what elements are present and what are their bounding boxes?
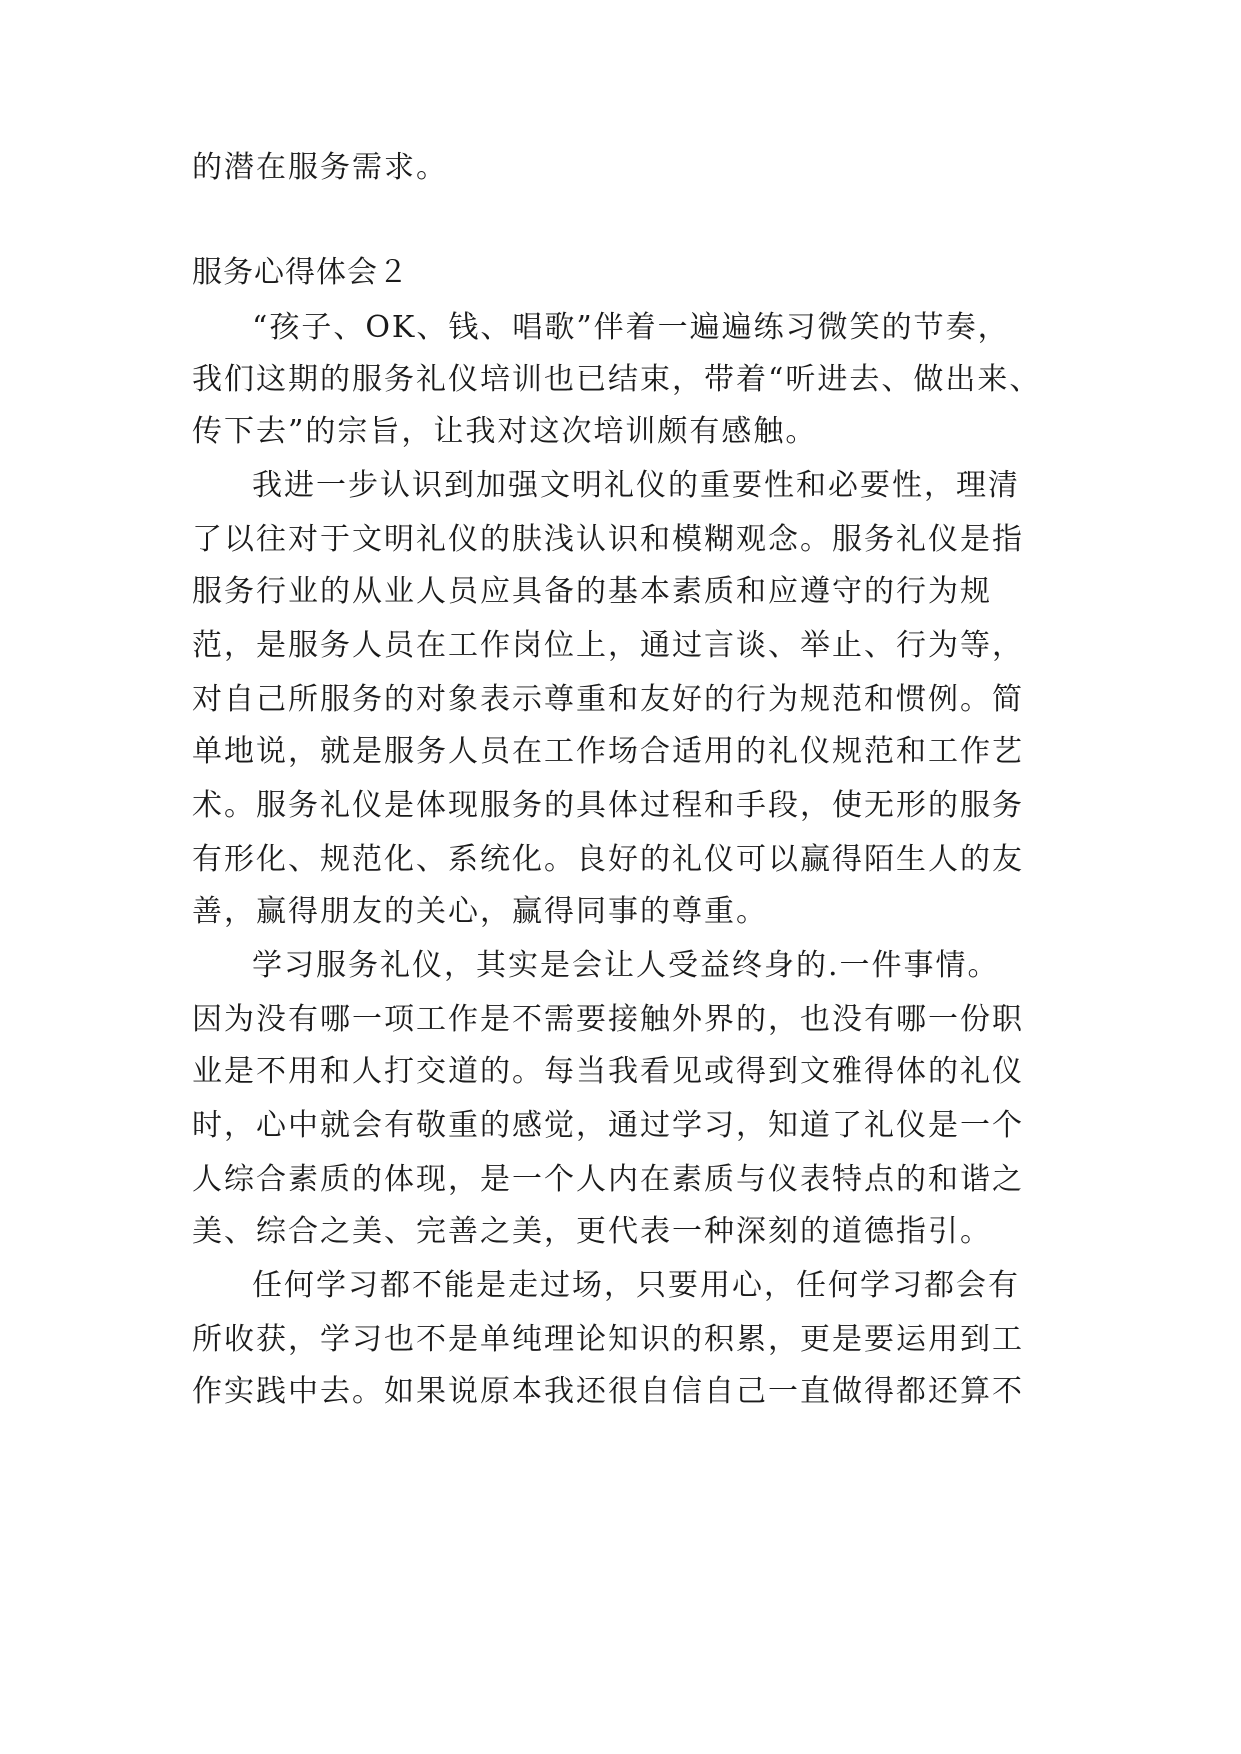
paragraph-line: 学习服务礼仪，其实是会让人受益终身的.一件事情。 — [252, 948, 1000, 983]
paragraph-line: 时，心中就会有敬重的感觉，通过学习，知道了礼仪是一个 — [192, 1108, 1024, 1143]
paragraph-line: 对自己所服务的对象表示尊重和友好的行为规范和惯例。简 — [192, 682, 1024, 717]
paragraph-line: 我们这期的服务礼仪培训也已结束，带着“听进去、做出来、 — [192, 362, 1042, 397]
paragraph-line: 了以往对于文明礼仪的肤浅认识和模糊观念。服务礼仪是指 — [192, 522, 1024, 557]
paragraph-line: 人综合素质的体现，是一个人内在素质与仪表特点的和谐之 — [192, 1162, 1024, 1197]
paragraph-line: 作实践中去。如果说原本我还很自信自己一直做得都还算不 — [192, 1374, 1024, 1409]
paragraph-line: 所收获，学习也不是单纯理论知识的积累，更是要运用到工 — [192, 1322, 1024, 1357]
paragraph-line: “孩子、OK、钱、唱歌”伴着一遍遍练习微笑的节奏， — [252, 310, 1010, 345]
paragraph-line: 我进一步认识到加强文明礼仪的重要性和必要性，理清 — [252, 468, 1020, 503]
paragraph-line: 有形化、规范化、系统化。良好的礼仪可以赢得陌生人的友 — [192, 842, 1024, 877]
paragraph-line: 传下去”的宗旨，让我对这次培训颇有感触。 — [192, 414, 818, 449]
paragraph-line: 善，赢得朋友的关心，赢得同事的尊重。 — [192, 894, 768, 929]
section-title: 服务心得体会２ — [192, 255, 409, 290]
paragraph-line: 服务行业的从业人员应具备的基本素质和应遵守的行为规 — [192, 574, 992, 609]
paragraph-line: 范，是服务人员在工作岗位上，通过言谈、举止、行为等， — [192, 628, 1024, 663]
paragraph-line: 业是不用和人打交道的。每当我看见或得到文雅得体的礼仪 — [192, 1054, 1024, 1089]
paragraph-line: 术。服务礼仪是体现服务的具体过程和手段，使无形的服务 — [192, 788, 1024, 823]
paragraph-line: 美、综合之美、完善之美，更代表一种深刻的道德指引。 — [192, 1214, 992, 1249]
paragraph-line: 任何学习都不能是走过场，只要用心，任何学习都会有 — [252, 1268, 1020, 1303]
paragraph-line: 的潜在服务需求。 — [192, 150, 448, 185]
paragraph-line: 单地说，就是服务人员在工作场合适用的礼仪规范和工作艺 — [192, 734, 1024, 769]
paragraph-line: 因为没有哪一项工作是不需要接触外界的，也没有哪一份职 — [192, 1002, 1024, 1037]
